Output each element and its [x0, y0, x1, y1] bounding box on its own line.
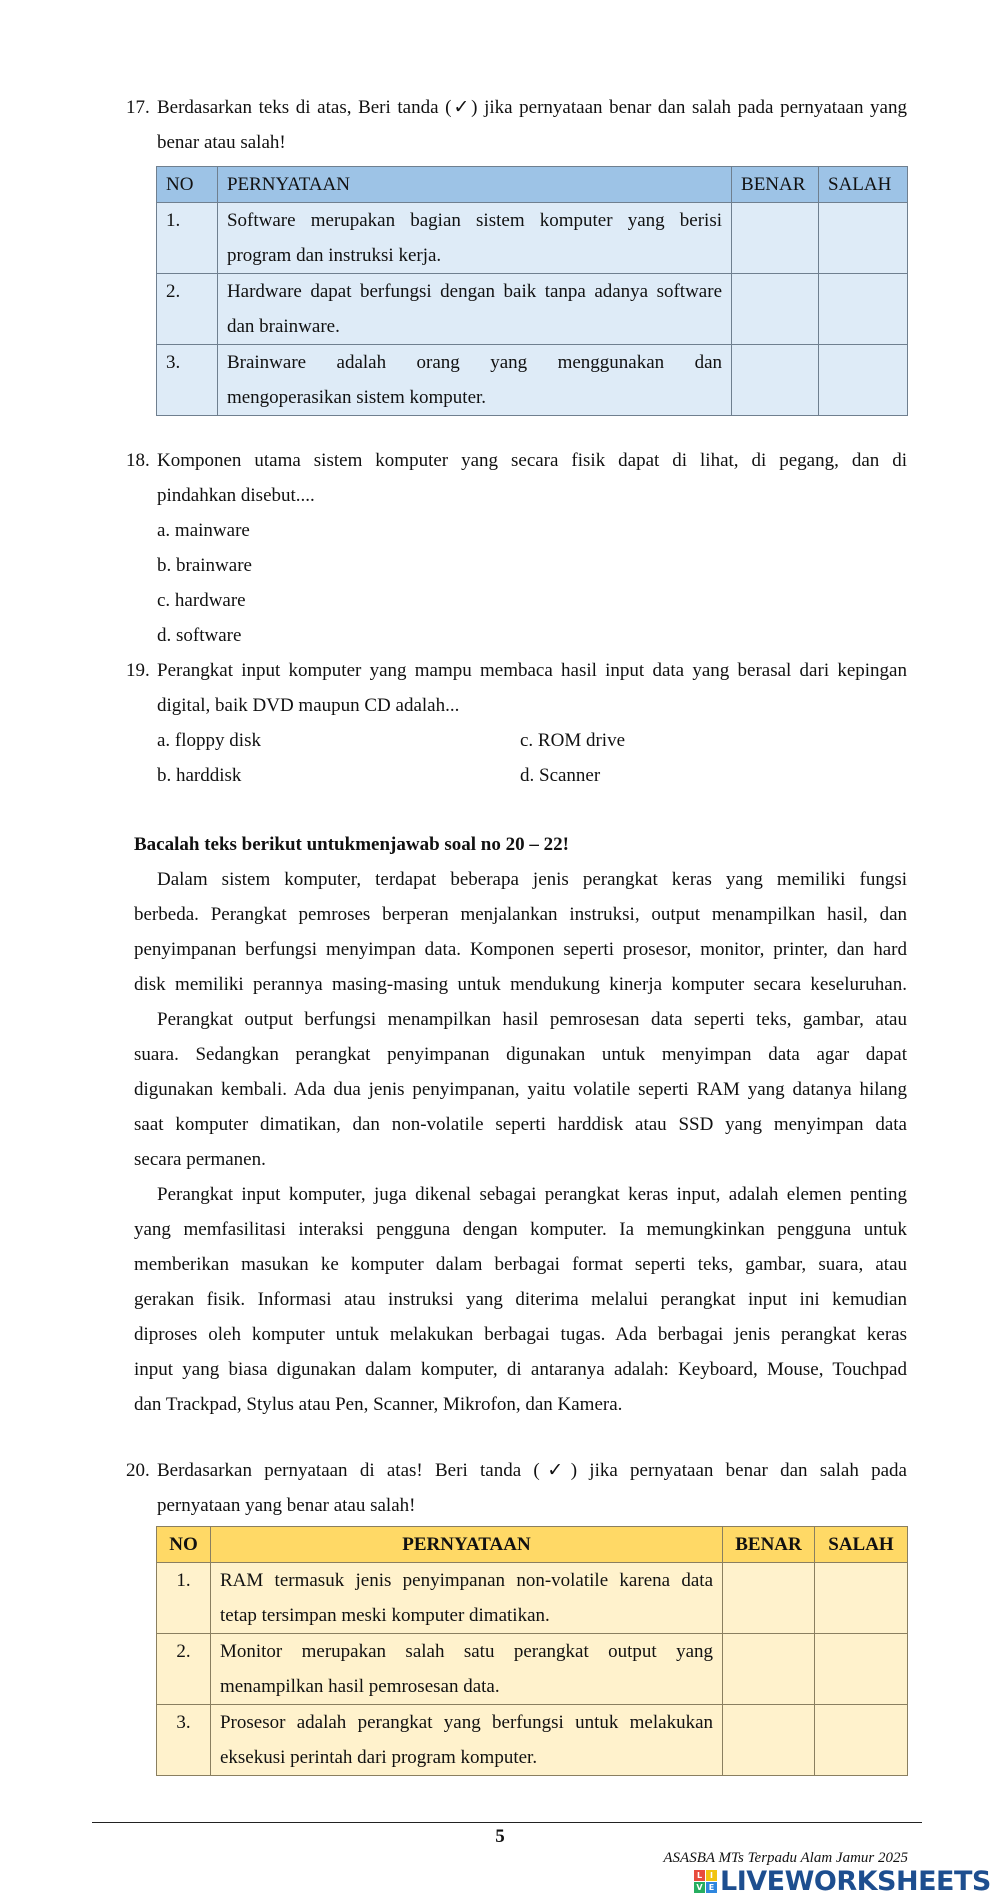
paragraph-line: disk memiliki perannya masing-masing untuk mendukung kinerja komputer secara keseluruhan. [134, 974, 907, 995]
false-checkbox-cell[interactable] [814, 1563, 907, 1634]
row-number: 3. [157, 1705, 211, 1776]
paragraph-line: penyimpanan berfungsi menyimpan data. Komponen seperti prosesor, monitor, printer, dan hard [134, 939, 907, 960]
header-statement: PERNYATAAN [217, 167, 731, 203]
row-statement: Brainware adalah orang yang menggunakan dan mengoperasikan sistem komputer. [217, 345, 731, 416]
header-true: BENAR [723, 1527, 815, 1563]
paragraph-line: memberikan masukan ke komputer dalam berbagai format seperti teks, gambar, suara, atau [134, 1254, 907, 1275]
row-number: 3. [157, 345, 218, 416]
row-number: 2. [157, 274, 218, 345]
false-checkbox-cell[interactable] [814, 1634, 907, 1705]
question-number: 18. [126, 450, 150, 471]
logo-letter: E [706, 1882, 717, 1893]
paragraph-line: digunakan kembali. Ada dua jenis penyimpanan, yaitu volatile seperti RAM yang datanya hilang [134, 1079, 907, 1100]
true-checkbox-cell[interactable] [723, 1705, 815, 1776]
row-number: 1. [157, 1563, 211, 1634]
paragraph-line: diproses oleh komputer untuk melakukan berbagai tugas. Ada berbagai jenis perangkat keras [134, 1324, 907, 1345]
header-false: SALAH [814, 1527, 907, 1563]
answer-option[interactable]: a. floppy disk [157, 730, 261, 751]
row-statement: Monitor merupakan salah satu perangkat output yang menampilkan hasil pemrosesan data. [210, 1634, 722, 1705]
logo-letter: L [694, 1870, 705, 1881]
answer-option[interactable]: c. ROM drive [520, 730, 626, 751]
table-row [157, 1563, 908, 1634]
paragraph-line: suara. Sedangkan perangkat penyimpanan digunakan untuk menyimpan data agar dapat [134, 1044, 907, 1065]
paragraph-line: input yang biasa digunakan dalam komputer, di antaranya adalah: Keyboard, Mouse, Touchpad [134, 1359, 907, 1380]
header-no: NO [157, 167, 218, 203]
row-statement: RAM termasuk jenis penyimpanan non-volatile karena data tetap tersimpan meski komputer dimatikan. [210, 1563, 722, 1634]
brand-name: LIVEWORKSHEETS [720, 1865, 991, 1897]
answer-option[interactable]: d. software [157, 625, 242, 646]
header-no: NO [157, 1527, 211, 1563]
table-row [157, 203, 908, 274]
paragraph-line: saat komputer dimatikan, dan non-volatile seperti harddisk atau SSD yang menyimpan data [134, 1114, 907, 1135]
table-row [157, 345, 908, 416]
answer-option[interactable]: b. brainware [157, 555, 252, 576]
paragraph-line: Perangkat output berfungsi menampilkan hasil pemrosesan data seperti teks, gambar, atau [157, 1009, 907, 1030]
row-statement: Hardware dapat berfungsi dengan baik tanpa adanya software dan brainware. [217, 274, 731, 345]
question-text: benar atau salah! [157, 132, 286, 153]
true-checkbox-cell[interactable] [732, 274, 819, 345]
logo-letter: I [706, 1870, 717, 1881]
question-text: Berdasarkan pernyataan di atas! Beri tanda (✓) jika pernyataan benar dan salah pada [157, 1460, 907, 1481]
answer-option[interactable]: c. hardware [157, 590, 246, 611]
row-number: 2. [157, 1634, 211, 1705]
table-header-row [157, 167, 908, 203]
question-text: pindahkan disebut.... [157, 485, 315, 506]
false-checkbox-cell[interactable] [819, 345, 908, 416]
table-row [157, 1634, 908, 1705]
paragraph-line: yang memfasilitasi interaksi pengguna dengan komputer. Ia memungkinkan pengguna untuk [134, 1219, 907, 1240]
table-row [157, 1705, 908, 1776]
paragraph-line: berbeda. Perangkat pemroses berperan menjalankan instruksi, output menampilkan hasil, dan [134, 904, 907, 925]
row-statement: Software merupakan bagian sistem komputer yang berisi program dan instruksi kerja. [217, 203, 731, 274]
true-checkbox-cell[interactable] [723, 1634, 815, 1705]
logo-letter: V [694, 1882, 705, 1893]
false-checkbox-cell[interactable] [819, 274, 908, 345]
question-number: 17. [126, 97, 150, 118]
header-statement: PERNYATAAN [210, 1527, 722, 1563]
true-checkbox-cell[interactable] [723, 1563, 815, 1634]
paragraph-line: dan Trackpad, Stylus atau Pen, Scanner, Mikrofon, dan Kamera. [134, 1394, 623, 1415]
page-number: 5 [495, 1826, 505, 1847]
footer-caption: ASASBA MTs Terpadu Alam Jamur 2025 [663, 1850, 908, 1866]
answer-option[interactable]: d. Scanner [520, 765, 601, 786]
paragraph-line: secara permanen. [134, 1149, 266, 1170]
reading-heading: Bacalah teks berikut untukmenjawab soal no 20 – 22! [134, 834, 569, 855]
header-true: BENAR [732, 167, 819, 203]
paragraph-line: gerakan fisik. Informasi atau instruksi yang diterima melalui perangkat input ini kemudian [134, 1289, 907, 1310]
footer-divider [92, 1822, 922, 1823]
answer-option[interactable]: a. mainware [157, 520, 250, 541]
answer-option[interactable]: b. harddisk [157, 765, 242, 786]
question-number: 19. [126, 660, 150, 681]
question-text: pernyataan yang benar atau salah! [157, 1495, 416, 1516]
true-checkbox-cell[interactable] [732, 203, 819, 274]
true-checkbox-cell[interactable] [732, 345, 819, 416]
liveworksheets-logo [694, 1866, 991, 1896]
header-false: SALAH [819, 167, 908, 203]
statement-table-17 [156, 166, 908, 416]
row-statement: Prosesor adalah perangkat yang berfungsi untuk melakukan eksekusi perintah dari program komputer. [210, 1705, 722, 1776]
false-checkbox-cell[interactable] [819, 203, 908, 274]
table-row [157, 274, 908, 345]
paragraph-line: Dalam sistem komputer, terdapat beberapa jenis perangkat keras yang memiliki fungsi [157, 869, 907, 890]
question-text: Berdasarkan teks di atas, Beri tanda (✓) jika pernyataan benar dan salah pada pernyataan yang [157, 97, 907, 118]
question-text: Perangkat input komputer yang mampu membaca hasil input data yang berasal dari kepingan [157, 660, 907, 681]
statement-table-20 [156, 1526, 908, 1776]
question-number: 20. [126, 1460, 150, 1481]
row-number: 1. [157, 203, 218, 274]
question-text: Komponen utama sistem komputer yang secara fisik dapat di lihat, di pegang, dan di [157, 450, 907, 471]
table-header-row [157, 1527, 908, 1563]
logo-grid-icon [694, 1870, 717, 1893]
question-text: digital, baik DVD maupun CD adalah... [157, 695, 460, 716]
paragraph-line: Perangkat input komputer, juga dikenal sebagai perangkat keras input, adalah elemen penting [157, 1184, 907, 1205]
false-checkbox-cell[interactable] [814, 1705, 907, 1776]
